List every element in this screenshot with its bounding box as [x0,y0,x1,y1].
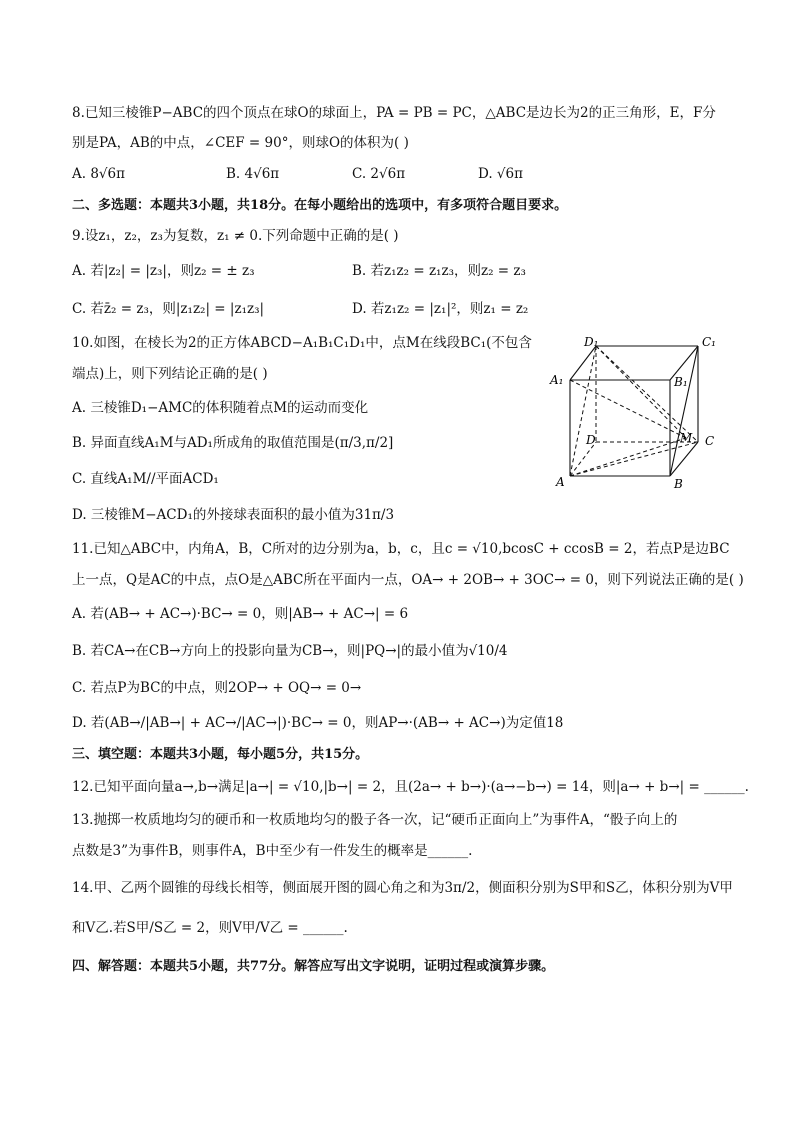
q8-option-c: C. 2√6π [352,166,406,182]
label-b: B [674,477,683,491]
q10-stem-line2: 端点)上，则下列结论正确的是( ) [72,366,268,382]
q10-option-c: C. 直线A₁M//平面ACD₁ [72,471,219,487]
hidden-segment-a-c [570,442,698,476]
cube-figure [548,334,723,492]
label-c: C [705,434,715,448]
label-c1: C₁ [702,335,716,349]
label-m: M [680,431,693,445]
segment-b-c1 [670,346,698,476]
q8-option-b: B. 4√6π [226,166,280,182]
hidden-segment-d1-m [596,346,686,438]
hidden-segment-a1-m [570,380,686,438]
label-d1: D₁ [584,335,599,349]
q9-option-d: D. 若z₁z₂ = |z₁|²，则z₁ = z₂ [352,301,529,317]
q12-stem: 12.已知平面向量a→,b→满足|a→| = √10,|b→| = 2，且(2a→ + b→)·(a→−b→) = 14，则|a→ + b→| = ______. [72,779,749,795]
q11-option-a: A. 若(AB→ + AC→)·BC→ = 0，则|AB→ + AC→| = 6 [72,606,409,622]
q9-option-b: B. 若z₁z₂ = z₁z₃，则z₂ = z₃ [352,263,526,279]
q9-option-c: C. 若z̄₂ = z₃，则|z₁z₂| = |z₁z₃| [72,301,265,317]
hidden-segment-a-d1 [570,346,596,476]
q11-option-d: D. 若(AB→/|AB→| + AC→/|AC→|)·BC→ = 0，则AP→·(AB→ + AC→)为定值18 [72,715,564,731]
q10-option-b: B. 异面直线A₁M与AD₁所成角的取值范围是(π/3,π/2] [72,435,394,451]
q11-stem-line1: 11.已知△ABC中，内角A，B，C所对的边分别为a，b，c，且c = √10,bcosC + ccosB = 2，若点P是边BC [72,541,730,557]
q8-stem-line1: 8.已知三棱锥P−ABC的四个顶点在球O的球面上，PA = PB = PC，△ABC是边长为2的正三角形，E，F分 [72,105,716,121]
q11-option-b: B. 若CA→在CB→方向上的投影向量为CB→，则|PQ→|的最小值为√10/4 [72,643,508,659]
hidden-segment-d1-c [596,346,698,442]
q13-stem-line2: 点数是3”为事件B，则事件A，B中至少有一件发生的概率是______. [72,843,473,859]
q10-stem-line1: 10.如图，在棱长为2的正方体ABCD−A₁B₁C₁D₁中，点M在线段BC₁(不包含 [72,335,532,351]
section-heading-solutions: 四、解答题：本题共5小题，共77分。解答应写出文字说明，证明过程或演算步骤。 [72,959,555,974]
q14-stem-line1: 14.甲、乙两个圆锥的母线长相等，侧面展开图的圆心角之和为3π/2，侧面积分别为S甲和S乙，体积分别为V甲 [72,880,733,896]
label-a: A [556,475,565,489]
section-heading-fill-in: 三、填空题：本题共3小题，每小题5分，共15分。 [72,747,369,762]
q9-option-a: A. 若|z₂| = |z₃|，则z₂ = ± z₃ [72,263,255,279]
q8-option-d: D. √6π [478,166,523,182]
label-a1: A₁ [550,373,564,387]
section-heading-multiple-choice: 二、多选题：本题共3小题，共18分。在每小题给出的选项中，有多项符合题目要求。 [72,198,568,213]
label-d: D [586,433,596,447]
q10-option-d: D. 三棱锥M−ACD₁的外接球表面积的最小值为31π/3 [72,507,395,523]
q10-option-a: A. 三棱锥D₁−AMC的体积随着点M的运动而变化 [72,400,369,416]
q8-stem-line2: 别是PA，AB的中点，∠CEF = 90°，则球O的体积为( ) [72,135,409,151]
q11-option-c: C. 若点P为BC的中点，则2OP→ + OQ→ = 0→ [72,680,362,696]
label-b1: B₁ [674,375,688,389]
q8-option-a: A. 8√6π [72,166,125,182]
q14-stem-line2: 和V乙.若S甲/S乙 = 2，则V甲/V乙 = ______. [72,920,348,936]
q11-stem-line2: 上一点，Q是AC的中点，点O是△ABC所在平面内一点，OA→ + 2OB→ + 3OC→ = 0，则下列说法正确的是( ) [72,572,744,588]
q9-stem: 9.设z₁，z₂，z₃为复数，z₁ ≠ 0.下列命题中正确的是( ) [72,228,399,244]
q13-stem-line1: 13.抛掷一枚质地均匀的硬币和一枚质地均匀的骰子各一次，记“硬币正面向上”为事件A，“骰子向上的 [72,812,678,828]
